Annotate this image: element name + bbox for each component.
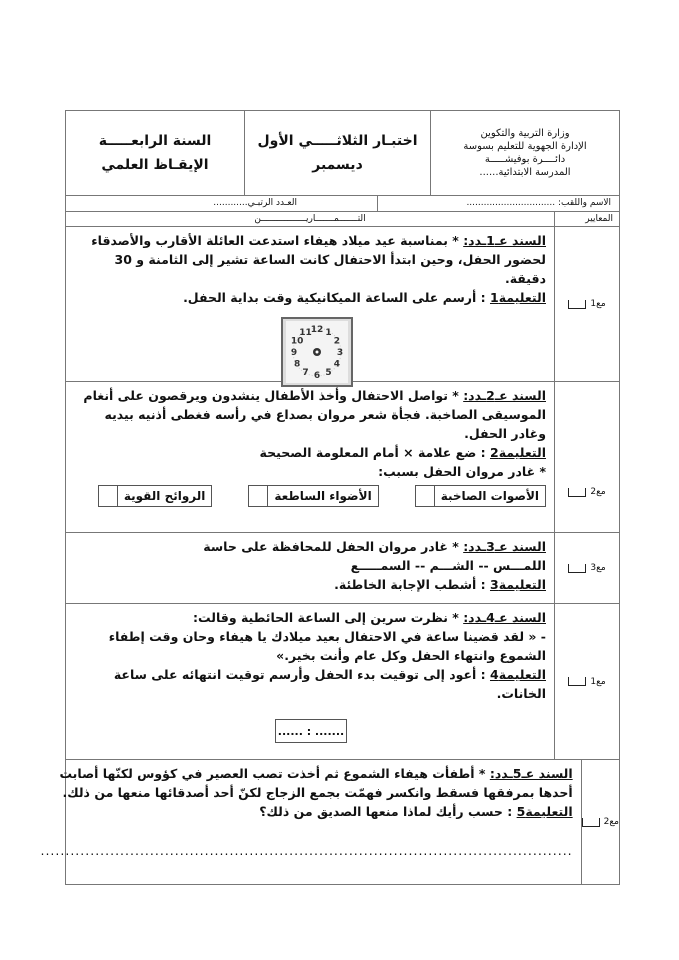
quote: - « لقد قضينا ساعة في الاحتفال بعيد ميلادك يا هيفاء وحان وقت إطفاء الشموع وانتهاء الحفل وكل عام وأنت بخير.» [108, 629, 546, 663]
question: * غادر مروان الحفل بسبب: [378, 464, 546, 479]
student-info [66, 196, 619, 212]
header [66, 111, 619, 196]
clock-numeral: 11 [299, 328, 312, 339]
clock-image[interactable] [281, 317, 353, 387]
exam-month: ديسمبر [312, 157, 363, 173]
option-strong-smells[interactable] [98, 485, 213, 507]
source-label: السند عـ3ـدد: [463, 539, 546, 554]
task-text: : أعود إلى توقيت بدء الحفل وأرسم توقيت انتهائه على ساعة الخانات. [113, 667, 546, 701]
score-box[interactable] [568, 677, 586, 686]
score-box[interactable] [582, 818, 600, 827]
rank-field[interactable]: العـدد الرتبـي............ [213, 198, 297, 208]
option-label: الروائح القوية [123, 489, 206, 503]
school-info [430, 111, 619, 195]
source-text: * غادر مروان الحفل للمحافظة على حاسة [203, 539, 464, 554]
clock-numeral: 7 [302, 367, 309, 378]
subject: الإيقـاظ العلمي [101, 157, 209, 173]
exam-title-box [244, 111, 430, 195]
answer-line[interactable]: ........................................................................................................... [40, 843, 573, 858]
task-text: : حسب رأيك لماذا منعها الصديق من ذلك؟ [259, 804, 517, 819]
criterion-cell [581, 760, 619, 884]
clock-numeral: 2 [333, 336, 341, 347]
checkbox[interactable] [249, 486, 268, 506]
exercise-body [66, 604, 554, 759]
criterion-cell [554, 533, 619, 603]
source-label: السند عـ5ـدد: [489, 766, 573, 781]
score-box[interactable] [568, 488, 586, 497]
grade-box [66, 111, 244, 195]
column-headers [66, 212, 619, 227]
clock-numeral: 6 [313, 371, 321, 381]
score-box[interactable] [568, 564, 586, 573]
criterion-label: مع1 [590, 676, 606, 687]
clock-numeral: 10 [290, 336, 304, 347]
task-label: التعليمة4 [489, 667, 546, 682]
clock-numeral: 12 [310, 325, 324, 335]
source-text: * نظرت سرين إلى الساعة الحائطية وقالت: [193, 610, 464, 625]
option-label: الأصوات الصاخبة [440, 489, 539, 503]
options [76, 485, 546, 507]
regional-office: الإدارة الجهوية للتعليم بسوسة [463, 141, 587, 152]
score-box[interactable] [568, 300, 586, 309]
criterion-label: مع1 [590, 299, 606, 309]
task-text: : أشطب الإجابة الخاطئة. [334, 577, 490, 592]
task-label: التعليمة2 [489, 445, 546, 460]
option-label: الأضواء الساطعة [274, 489, 372, 503]
criterion-label: مع2 [603, 817, 619, 827]
exercise-2 [66, 382, 619, 533]
exercise-body [66, 533, 554, 603]
exercise-1 [66, 227, 619, 382]
source-label: السند عـ4ـدد: [463, 610, 546, 625]
criteria-header: المعايير [554, 212, 619, 226]
criterion-cell [554, 227, 619, 381]
clock-numeral: 3 [336, 348, 344, 358]
clock-numeral: 9 [290, 348, 298, 358]
clock-numeral: 4 [333, 359, 341, 370]
checkbox[interactable] [416, 486, 435, 506]
task-label: التعليمة5 [516, 804, 573, 819]
criterion-label: مع3 [590, 563, 606, 573]
checkbox[interactable] [99, 486, 118, 506]
option-loud-sounds[interactable] [415, 485, 546, 507]
exam-sheet [40, 110, 620, 885]
name-field[interactable]: الاسم واللقب: ............................... [377, 196, 619, 211]
clock-numeral: 1 [325, 328, 332, 339]
option-bright-lights[interactable] [248, 485, 378, 507]
source-text: * أطفأت هيفاء الشموع ثم أخذت تصب العصير في كؤوس لكنّها أصابت أحدها بمرفقها فسقط وانكسر فهمّت بجمع الزجاج لكنّ أحد أصدقائها منعها من ذلك. [59, 766, 573, 800]
grade: السنة الرابعـــــة [98, 133, 212, 149]
clock-numeral: 8 [293, 359, 301, 370]
task-label: التعليمة1 [489, 290, 546, 305]
district: دائــــرة بوفيشـــــة [484, 154, 566, 165]
school: المدرسة الابتدائية...... [479, 167, 571, 178]
criterion-cell [554, 604, 619, 759]
criterion-cell [554, 382, 619, 532]
exercise-body [30, 760, 580, 884]
task-text: : ضع علامة × أمام المعلومة الصحيحة [259, 445, 490, 460]
exercises-header: التـــــــمـــــــاريـــــــــــــــــن [254, 214, 366, 224]
clock-numeral: 5 [325, 367, 332, 378]
exam-title: اختبـار الثلاثـــــي الأول [257, 133, 418, 149]
exercise-body [66, 227, 554, 381]
source-text: * تواصل الاحتفال وأخذ الأطفال ينشدون ويرقصون على أنغام الموسيقى الصاخبة. فجأة شعر مروان بصداع في رأسه فغطى أذنيه بيديه وغادر الحفل. [83, 388, 546, 441]
exercise-5 [40, 760, 619, 884]
exercise-body [66, 382, 554, 532]
source-label: السند عـ1ـدد: [463, 233, 546, 248]
exercise-3 [66, 533, 619, 604]
ministry: وزارة التربية والتكوين [480, 128, 570, 139]
task-text: : أرسم على الساعة الميكانيكية وقت بداية الحفل. [183, 290, 490, 305]
source-label: السند عـ2ـدد: [463, 388, 546, 403]
senses-options[interactable]: اللمـــس -- الشـــم -- السمـــــع [350, 558, 546, 573]
task-label: التعليمة3 [489, 577, 546, 592]
exercise-4 [66, 604, 619, 760]
digital-clock-box[interactable]: ...... : ....... [275, 719, 347, 743]
criterion-label: مع2 [590, 487, 606, 497]
source-text: * بمناسبة عيد ميلاد هيفاء استدعت العائلة الأقارب والأصدقاء لحضور الحفل، وحين ابتدأ الاحتفال كانت الساعة تشير إلى الثامنة و 30 دقيقة. [91, 233, 546, 286]
